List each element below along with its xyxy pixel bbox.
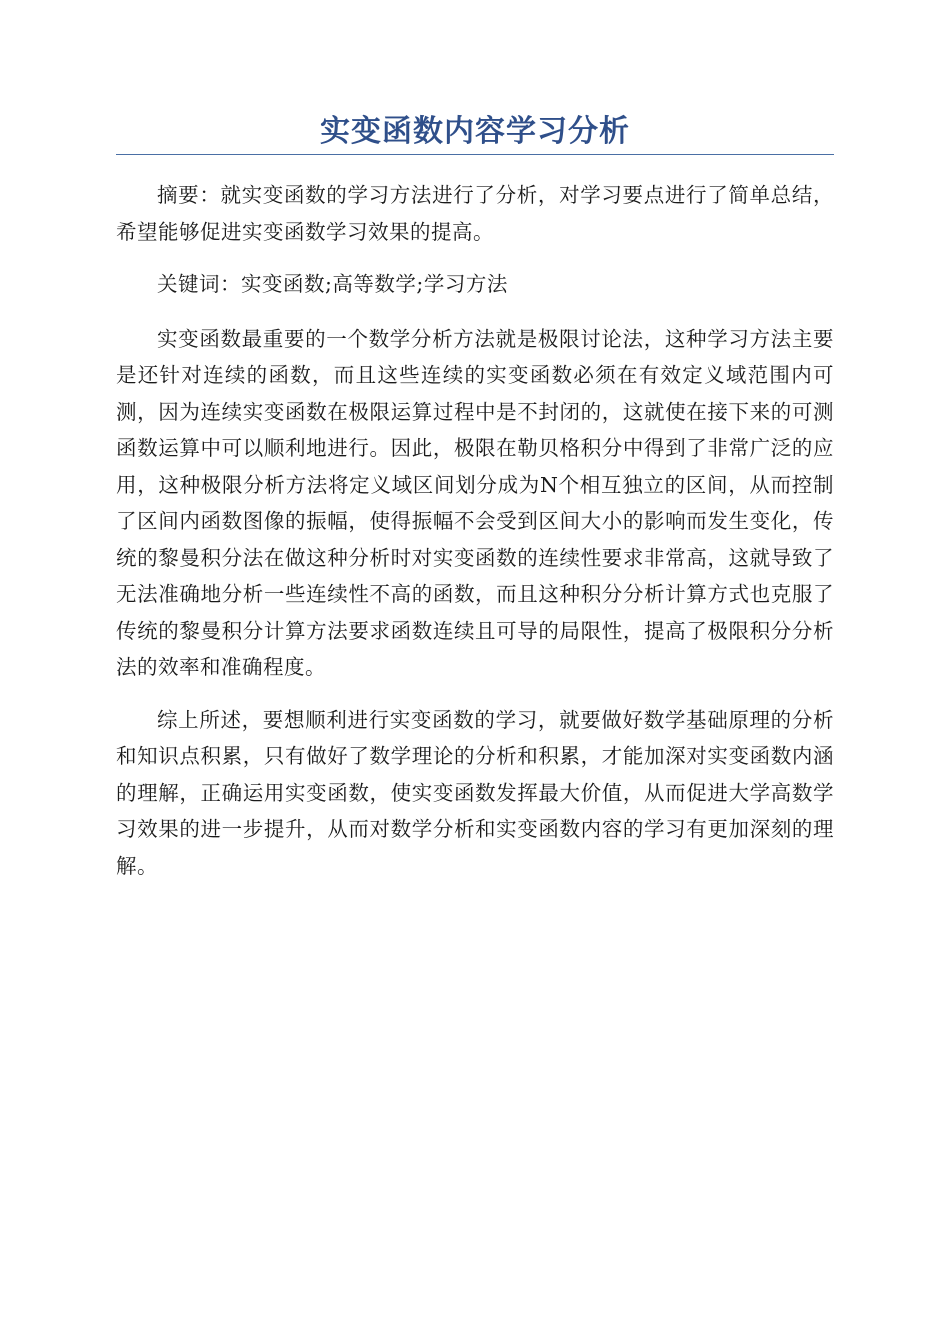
body-paragraph: 实变函数最重要的一个数学分析方法就是极限讨论法，这种学习方法主要是还针对连续的函数，而且这些连续的实变函数必须在有效定义域范围内可测，因为连续实变函数在极限运算过程中是不封闭的，这就使在接下来的可测函数运算中可以顺利地进行。因此，极限在勒贝格积分中得到了非常广泛的应用，这种极限分析方法将定义域区间划分成为N个相互独立的区间，从而控制了区间内函数图像的振幅，使得振幅不会受到区间大小的影响而发生变化，传统的黎曼积分法在做这种分析时对实变函数的连续性要求非常高，这就导致了无法准确地分析一些连续性不高的函数，而且这种积分分析计算方式也克服了传统的黎曼积分计算方法要求函数连续且可导的局限性，提高了极限积分分析法的效率和准确程度。 — [116, 326, 834, 679]
body-paragraph: 综上所述，要想顺利进行实变函数的学习，就要做好数学基础原理的分析和知识点积累，只有做好了数学理论的分析和积累，才能加深对实变函数内涵的理解，正确运用实变函数，使实变函数发挥最大价值，从而促进大学高数学习效果的进一步提升，从而对数学分析和实变函数内容的学习有更加深刻的理解。 — [116, 707, 834, 878]
document-title: 实变函数内容学习分析 — [320, 114, 630, 149]
keywords-paragraph: 关键词：实变函数;高等数学;学习方法 — [157, 272, 508, 296]
title-underline — [116, 154, 834, 155]
document-page — [116, 112, 834, 900]
abstract-paragraph: 摘要：就实变函数的学习方法进行了分析，对学习要点进行了简单总结，希望能够促进实变函数学习效果的提高。 — [116, 183, 834, 244]
